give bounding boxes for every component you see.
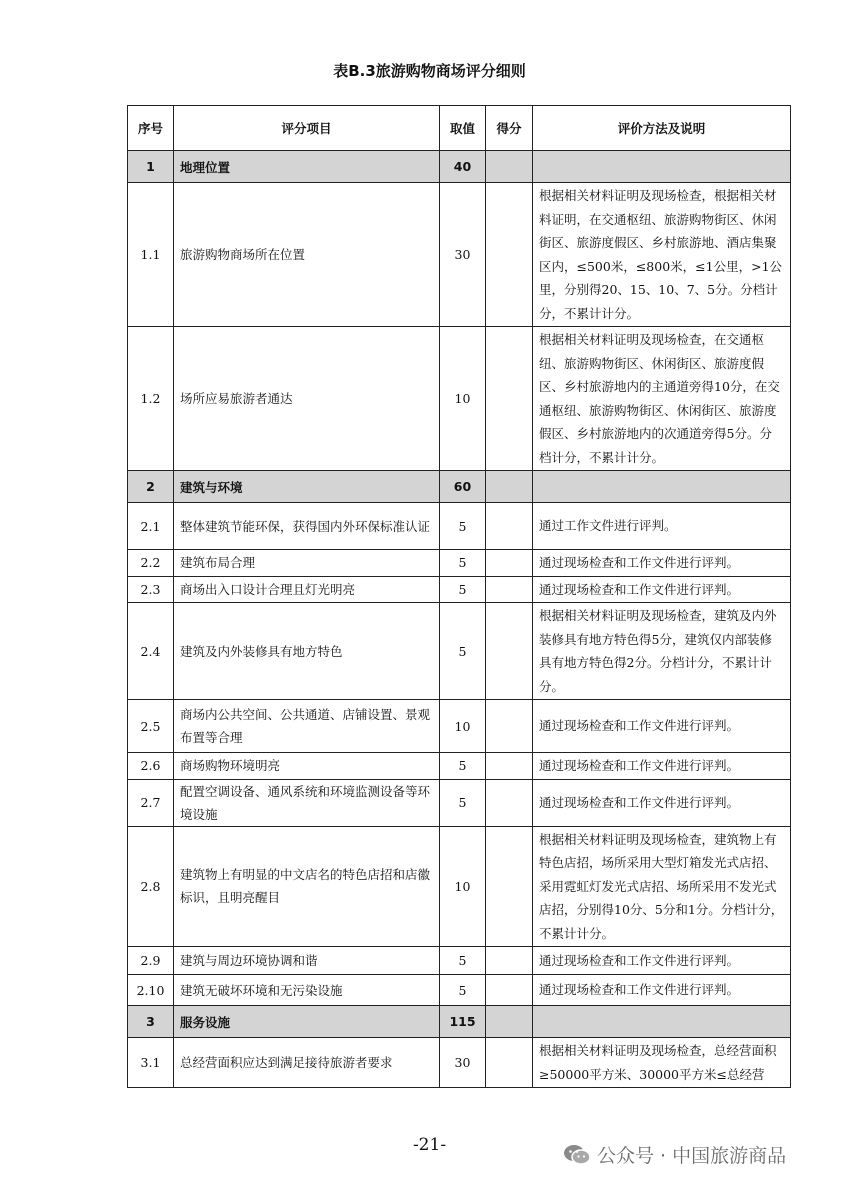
section-row	[128, 1006, 791, 1038]
table-row	[128, 503, 791, 550]
row-score	[486, 503, 533, 550]
header-no: 序号	[128, 106, 174, 151]
row-value: 5	[440, 503, 486, 550]
row-value: 10	[440, 826, 486, 947]
table-row	[128, 1038, 791, 1088]
row-no: 2.10	[128, 975, 174, 1006]
row-item: 整体建筑节能环保，获得国内外环保标准认证	[174, 503, 440, 550]
row-value: 5	[440, 947, 486, 975]
row-method: 根据相关材料证明及现场检查，建筑物上有特色店招，场所采用大型灯箱发光式店招、采用霓虹灯发光式店招、场所采用不发光式店招，分别得10分、5分和1分。分档计分，不累计计分。	[533, 826, 791, 947]
watermark	[563, 1141, 786, 1168]
row-value: 10	[440, 700, 486, 753]
row-no: 1.2	[128, 327, 174, 471]
row-no: 2.4	[128, 603, 174, 700]
row-no: 3	[128, 1006, 174, 1038]
row-value: 5	[440, 603, 486, 700]
row-method: 通过现场检查和工作文件进行评判。	[533, 700, 791, 753]
row-score	[486, 550, 533, 577]
row-no: 2.3	[128, 576, 174, 603]
watermark-text: 公众号 · 中国旅游商品	[597, 1145, 787, 1167]
row-no: 2.5	[128, 700, 174, 753]
table-row	[128, 700, 791, 753]
header-row	[128, 106, 791, 151]
row-method: 通过现场检查和工作文件进行评判。	[533, 947, 791, 975]
row-method: 通过现场检查和工作文件进行评判。	[533, 975, 791, 1006]
table-row	[128, 550, 791, 577]
header-score: 得分	[486, 106, 533, 151]
row-no: 2.6	[128, 753, 174, 780]
row-score	[486, 576, 533, 603]
row-no: 2.9	[128, 947, 174, 975]
row-score	[486, 1006, 533, 1038]
row-item: 建筑及内外装修具有地方特色	[174, 603, 440, 700]
row-item: 建筑布局合理	[174, 550, 440, 577]
row-value: 5	[440, 576, 486, 603]
row-score	[486, 327, 533, 471]
row-score	[486, 471, 533, 503]
table-row	[128, 779, 791, 826]
row-item: 地理位置	[174, 151, 440, 183]
header-value: 取值	[440, 106, 486, 151]
row-method: 根据相关材料证明及现场检查，根据相关材料证明，在交通枢纽、旅游购物街区、休闲街区、旅游度假区、乡村旅游地、酒店集聚区内，≤500米，≤800米，≤1公里，>1公里，分别得20、15、10、7、5分。分档计分，不累计计分。	[533, 183, 791, 327]
table-row	[128, 826, 791, 947]
row-item: 建筑与周边环境协调和谐	[174, 947, 440, 975]
row-item: 旅游购物商场所在位置	[174, 183, 440, 327]
row-value: 5	[440, 779, 486, 826]
row-value: 10	[440, 327, 486, 471]
row-item: 建筑与环境	[174, 471, 440, 503]
table-row	[128, 947, 791, 975]
row-no: 3.1	[128, 1038, 174, 1088]
row-method: 通过工作文件进行评判。	[533, 503, 791, 550]
row-score	[486, 603, 533, 700]
row-no: 2.8	[128, 826, 174, 947]
row-item: 商场出入口设计合理且灯光明亮	[174, 576, 440, 603]
row-value: 60	[440, 471, 486, 503]
row-method: 根据相关材料证明及现场检查，在交通枢纽、旅游购物街区、休闲街区、旅游度假区、乡村旅游地内的主通道旁得10分，在交通枢纽、旅游购物街区、休闲街区、旅游度假区、乡村旅游地内的次通道旁得5分。分档计分，不累计计分。	[533, 327, 791, 471]
table-row	[128, 753, 791, 780]
row-score	[486, 700, 533, 753]
row-score	[486, 947, 533, 975]
row-item: 建筑物上有明显的中文店名的特色店招和店徽标识，且明亮醒目	[174, 826, 440, 947]
row-score	[486, 779, 533, 826]
scoring-table	[127, 105, 791, 1088]
header-item: 评分项目	[174, 106, 440, 151]
row-value: 30	[440, 183, 486, 327]
row-item: 商场内公共空间、公共通道、店铺设置、景观布置等合理	[174, 700, 440, 753]
row-score	[486, 151, 533, 183]
row-no: 2	[128, 471, 174, 503]
row-method	[533, 1006, 791, 1038]
row-method: 根据相关材料证明及现场检查，总经营面积≥50000平方米、30000平方米≤总经营	[533, 1038, 791, 1088]
row-item: 服务设施	[174, 1006, 440, 1038]
row-value: 30	[440, 1038, 486, 1088]
row-method	[533, 471, 791, 503]
table-row	[128, 183, 791, 327]
row-value: 5	[440, 550, 486, 577]
row-no: 2.1	[128, 503, 174, 550]
row-score	[486, 975, 533, 1006]
wechat-icon	[563, 1144, 591, 1166]
row-no: 1	[128, 151, 174, 183]
row-method: 通过现场检查和工作文件进行评判。	[533, 753, 791, 780]
row-method	[533, 151, 791, 183]
section-row	[128, 471, 791, 503]
page-number: -21-	[412, 1135, 447, 1155]
header-method: 评价方法及说明	[533, 106, 791, 151]
section-row	[128, 151, 791, 183]
row-method: 通过现场检查和工作文件进行评判。	[533, 779, 791, 826]
row-score	[486, 826, 533, 947]
table-row	[128, 975, 791, 1006]
row-method: 通过现场检查和工作文件进行评判。	[533, 550, 791, 577]
table-title: 表B.3旅游购物商场评分细则	[333, 62, 526, 80]
table-row	[128, 576, 791, 603]
row-item: 总经营面积应达到满足接待旅游者要求	[174, 1038, 440, 1088]
row-method: 根据相关材料证明及现场检查，建筑及内外装修具有地方特色得5分，建筑仅内部装修具有地方特色得2分。分档计分，不累计计分。	[533, 603, 791, 700]
row-value: 5	[440, 753, 486, 780]
row-value: 40	[440, 151, 486, 183]
row-item: 商场购物环境明亮	[174, 753, 440, 780]
row-value: 5	[440, 975, 486, 1006]
row-score	[486, 183, 533, 327]
row-item: 配置空调设备、通风系统和环境监测设备等环境设施	[174, 779, 440, 826]
row-no: 2.2	[128, 550, 174, 577]
row-no: 2.7	[128, 779, 174, 826]
row-item: 场所应易旅游者通达	[174, 327, 440, 471]
table-row	[128, 603, 791, 700]
row-value: 115	[440, 1006, 486, 1038]
row-no: 1.1	[128, 183, 174, 327]
table-row	[128, 327, 791, 471]
row-item: 建筑无破坏环境和无污染设施	[174, 975, 440, 1006]
row-score	[486, 1038, 533, 1088]
row-method: 通过现场检查和工作文件进行评判。	[533, 576, 791, 603]
row-score	[486, 753, 533, 780]
